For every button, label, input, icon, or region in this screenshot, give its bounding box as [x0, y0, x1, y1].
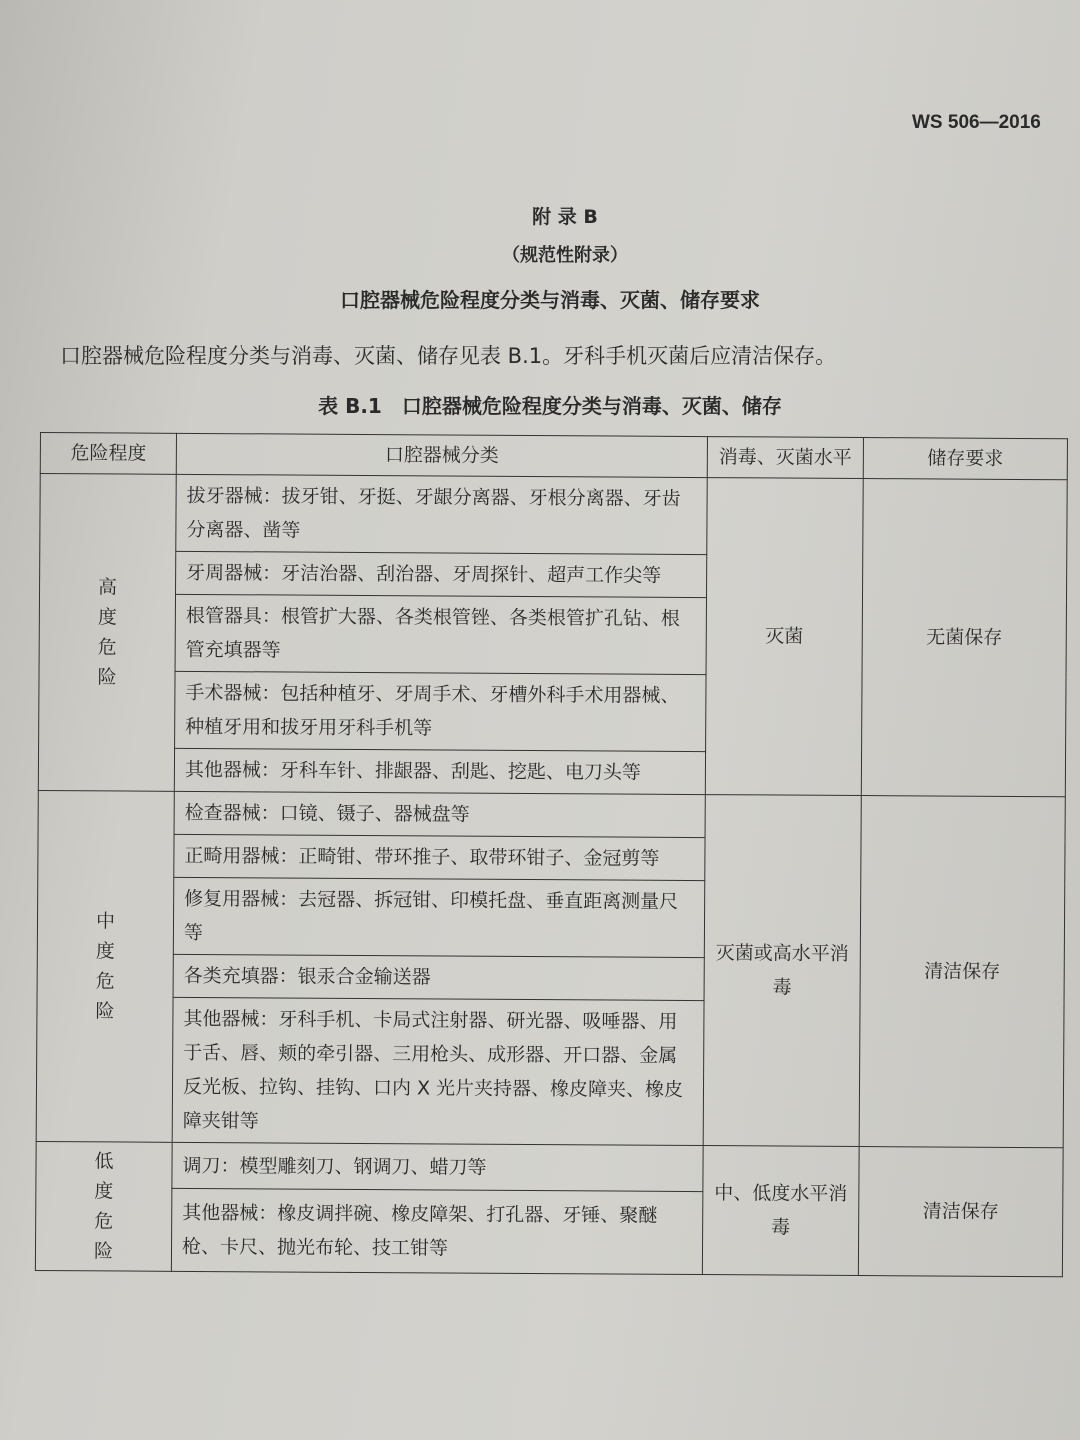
storage-cell: 无菌保存 — [861, 479, 1067, 797]
appendix-title: 附 录 B — [532, 206, 598, 228]
risk-classification-table — [35, 432, 1068, 1277]
storage-cell: 清洁保存 — [858, 1147, 1063, 1277]
instrument-cell: 检查器械：口镜、镊子、器械盘等 — [174, 791, 705, 837]
instrument-cell: 各类充填器：银汞合金输送器 — [173, 954, 704, 1000]
disinfection-cell: 灭菌 — [705, 478, 863, 796]
instrument-cell: 其他器械：牙科车针、排龈器、刮匙、挖匙、电刀头等 — [174, 748, 705, 794]
risk-level-low: 低度危险 — [35, 1141, 172, 1271]
header-storage: 储存要求 — [863, 438, 1067, 480]
table-row — [36, 1141, 1063, 1193]
appendix-subtitle: （规范性附录） — [502, 245, 628, 266]
header-disinfection-level: 消毒、灭菌水平 — [707, 437, 863, 479]
standard-code: WS 506—2016 — [912, 112, 1041, 133]
storage-cell: 清洁保存 — [859, 796, 1065, 1148]
instrument-cell: 手术器械：包括种植牙、牙周手术、牙槽外科手术用器械、种植牙用和拔牙用牙科手机等 — [175, 671, 706, 751]
instrument-cell: 正畸用器械：正畸钳、带环推子、取带环钳子、金冠剪等 — [174, 834, 705, 880]
instrument-cell: 拔牙器械：拔牙钳、牙挺、牙龈分离器、牙根分离器、牙齿分离器、凿等 — [176, 474, 707, 554]
instrument-cell: 修复用器械：去冠器、拆冠钳、印模托盘、垂直距离测量尺等 — [173, 877, 704, 957]
table-caption: 表 B.1 口腔器械危险程度分类与消毒、灭菌、储存 — [318, 394, 782, 418]
disinfection-cell: 灭菌或高水平消毒 — [703, 795, 861, 1147]
instrument-cell: 根管器具：根管扩大器、各类根管锉、各类根管扩孔钻、根管充填器等 — [175, 594, 706, 674]
disinfection-cell: 中、低度水平消毒 — [702, 1146, 859, 1276]
instrument-cell: 牙周器械：牙洁治器、刮治器、牙周探针、超声工作尖等 — [176, 551, 707, 597]
table-header-row — [40, 433, 1067, 480]
instrument-cell: 其他器械：橡皮调拌碗、橡皮障架、打孔器、牙锤、聚醚枪、卡尺、抛光布轮、技工钳等 — [171, 1189, 702, 1275]
table-row — [38, 790, 1065, 839]
risk-level-high: 高度危险 — [38, 474, 176, 792]
intro-paragraph: 口腔器械危险程度分类与消毒、灭菌、储存见表 B.1。牙科手机灭菌后应清洁保存。 — [60, 344, 837, 368]
header-instrument-class: 口腔器械分类 — [176, 433, 707, 477]
risk-level-medium: 中度危险 — [36, 790, 174, 1142]
instrument-cell: 其他器械：牙科手机、卡局式注射器、研光器、吸唾器、用于舌、唇、颊的牵引器、三用枪头、成形器、开口器、金属反光板、拉钩、挂钩、口内 X 光片夹持器、橡皮障夹、橡皮障夹钳等 — [172, 997, 704, 1145]
table-row — [40, 474, 1067, 557]
instrument-cell: 调刀：模型雕刻刀、钢调刀、蜡刀等 — [172, 1142, 703, 1191]
appendix-heading: 口腔器械危险程度分类与消毒、灭菌、储存要求 — [340, 288, 760, 312]
header-risk-level: 危险程度 — [40, 433, 176, 475]
